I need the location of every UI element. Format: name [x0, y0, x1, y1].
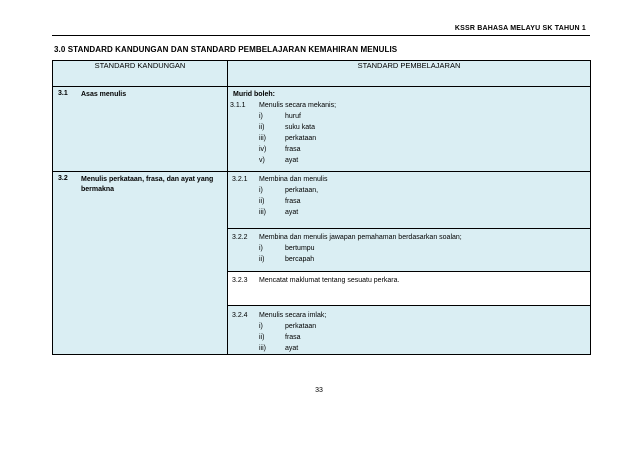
list-item: perkataan	[285, 135, 317, 142]
item-numeral: ii)	[259, 334, 265, 341]
list-item: perkataan,	[285, 187, 319, 194]
item-numeral: i)	[259, 323, 263, 330]
item-numeral: iii)	[259, 135, 266, 142]
sub-code: 3.2.1	[232, 176, 248, 183]
item-numeral: i)	[259, 245, 263, 252]
col-header-standard-pembelajaran: STANDARD PEMBELAJARAN	[228, 61, 591, 87]
col-header-standard-kandungan: STANDARD KANDUNGAN	[53, 61, 228, 87]
standard-label: Menulis perkataan, frasa, dan ayat yang bermakna	[81, 176, 214, 193]
table-header-row	[53, 61, 591, 87]
list-item: bercapah	[285, 256, 315, 263]
list-item: bertumpu	[285, 245, 315, 252]
standard-label: Asas menulis	[81, 91, 127, 98]
page-number: 33	[315, 387, 323, 394]
item-numeral: ii)	[259, 256, 265, 263]
list-item: perkataan	[285, 323, 317, 330]
running-header: KSSR BAHASA MELAYU SK TAHUN 1	[454, 25, 586, 32]
item-numeral: i)	[259, 113, 263, 120]
list-item: frasa	[285, 146, 301, 153]
item-numeral: ii)	[259, 198, 265, 205]
pembelajaran-cell	[228, 87, 591, 172]
sub-description: Menulis secara mekanis;	[259, 102, 337, 109]
item-numeral: iii)	[259, 209, 266, 216]
table-row	[53, 87, 591, 172]
list-item: huruf	[285, 113, 301, 120]
sub-description: Membina dan menulis jawapan pemahaman berdasarkan soalan;	[259, 234, 462, 241]
sub-description: Mencatat maklumat tentang sesuatu perkara.	[259, 277, 400, 284]
pembelajaran-cell	[228, 172, 591, 229]
pembelajaran-cell	[228, 229, 591, 272]
sub-description: Menulis secara imlak;	[259, 312, 327, 319]
kandungan-cell	[53, 172, 228, 355]
list-item: frasa	[285, 198, 301, 205]
table-row	[53, 172, 591, 229]
list-item: ayat	[285, 209, 299, 216]
pembelajaran-cell	[228, 272, 591, 306]
sub-code: 3.2.2	[232, 234, 248, 241]
section-title: 3.0 STANDARD KANDUNGAN DAN STANDARD PEMBELAJARAN KEMAHIRAN MENULIS	[54, 45, 398, 54]
item-numeral: iii)	[259, 345, 266, 352]
item-numeral: ii)	[259, 124, 265, 131]
pembelajaran-cell	[228, 306, 591, 355]
intro-text: Murid boleh:	[233, 91, 275, 98]
sub-description: Membina dan menulis	[259, 176, 328, 183]
list-item: frasa	[285, 334, 301, 341]
header-divider	[52, 35, 590, 36]
item-numeral: i)	[259, 187, 263, 194]
list-item: ayat	[285, 157, 299, 164]
item-numeral: v)	[259, 157, 265, 164]
list-item: ayat	[285, 345, 299, 352]
list-item: suku kata	[285, 124, 315, 131]
sub-code: 3.2.3	[232, 277, 248, 284]
standard-number: 3.2	[58, 175, 68, 182]
item-numeral: iv)	[259, 146, 267, 153]
standards-table	[52, 60, 591, 355]
kandungan-cell	[53, 87, 228, 172]
standard-number: 3.1	[58, 90, 68, 97]
sub-code: 3.1.1	[230, 102, 246, 109]
sub-code: 3.2.4	[232, 312, 248, 319]
